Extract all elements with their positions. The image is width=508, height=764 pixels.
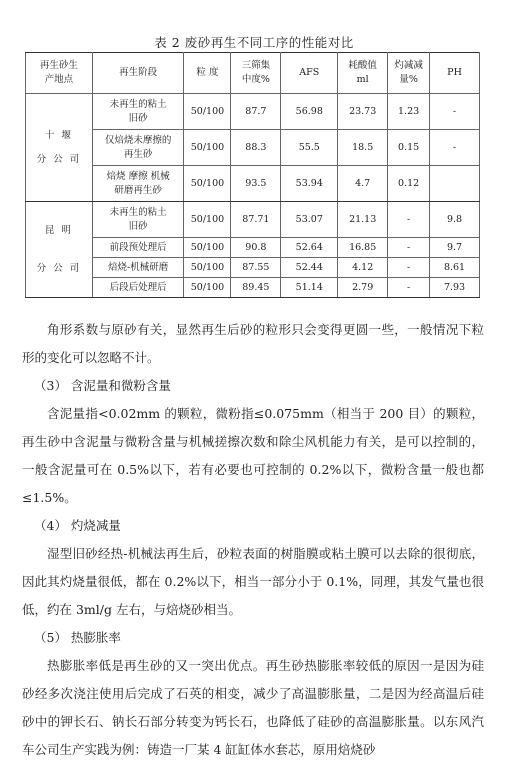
granularity-cell: 50/100 [184,278,231,298]
acid-cell: 18.5 [338,130,388,166]
granularity-cell: 50/100 [184,202,231,238]
acid-cell: 4.7 [338,166,388,202]
header-loi: 灼减减 量% [388,53,430,94]
header-sieve: 三筛集 中度% [231,53,281,94]
site-shiyan: 十 堰 分 公 司 [26,94,93,202]
header-acid: 耗酸值 ml [338,53,388,94]
table-row [26,130,480,166]
acid-cell: 16.85 [338,238,388,258]
site-kunming: 昆 明 分 公 司 [26,202,93,298]
paragraph-loss-on-ignition: 湿型旧砂经热-机械法再生后，砂粒表面的树脂膜或粘土膜可以去除的很彻底，因此其灼烧量很低，都在 0.2%以下，相当一部分小于 0.1%，同理，其发气量也很低，约在 3ml/g 左右，与焙烧砂相当。 [22,546,484,617]
stage-cell: 未再生的粘土 旧砂 [92,94,184,130]
stage-cell: 前段预处理后 [92,238,184,258]
acid-cell: 2.79 [338,278,388,298]
ph-cell [430,166,480,202]
loi-cell: 1.23 [388,94,430,130]
afs-cell: 56.98 [281,94,338,130]
table-row [26,238,480,258]
header-stage: 再生阶段 [92,53,184,94]
afs-cell: 53.94 [281,166,338,202]
granularity-cell: 50/100 [184,238,231,258]
section-heading-clay-content: （3） 含泥量和微粉含量 [34,378,171,393]
table-header-row [26,53,480,94]
paragraph-thermal-expansion: 热膨胀率低是再生砂的又一突出优点。再生砂热膨胀率较低的原因一是因为硅砂经多次浇注使用后完成了石英的相变，减少了高温膨胀量，二是因为经高温后硅砂中的钾长石、钠长石部分转变为钙长石，也降低了硅砂的高温膨胀量。以东风汽车公司生产实践为例：铸造一厂某 4 缸缸体水套芯，原用焙烧砂 [22,658,484,757]
sieve-cell: 87.71 [231,202,281,238]
paragraph-clay-content: 含泥量指<0.02mm 的颗粒，微粉指≤0.075mm（相当于 200 目）的颗粒，再生砂中含泥量与微粉含量与机械搓擦次数和除尘风机能力有关，是可以控制的，一般含泥量可在 0.5%以下，若有必要也可控制的 0.2%以下，微粉含量一般也都≤1.5%。 [22,406,484,505]
acid-cell: 23.73 [338,94,388,130]
sieve-cell: 93.5 [231,166,281,202]
afs-cell: 55.5 [281,130,338,166]
ph-cell: 7.93 [430,278,480,298]
sieve-cell: 90.8 [231,238,281,258]
stage-cell: 未再生的粘土 旧砂 [92,202,184,238]
section-heading-thermal-expansion: （5） 热膨胀率 [34,630,121,645]
table-row [26,202,480,238]
afs-cell: 51.14 [281,278,338,298]
granularity-cell: 50/100 [184,258,231,278]
paragraph-grain-shape: 角形系数与原砂有关，显然再生后砂的粒形只会变得更圆一些，一般情况下粒形的变化可以忽略不计。 [22,322,484,365]
stage-cell: 仅焙烧未摩擦的 再生砂 [92,130,184,166]
stage-cell: 焙烧 摩擦 机械 研磨再生砂 [92,166,184,202]
afs-cell: 52.44 [281,258,338,278]
loi-cell: - [388,278,430,298]
loi-cell: 0.12 [388,166,430,202]
ph-cell: 9.7 [430,238,480,258]
sieve-cell: 87.7 [231,94,281,130]
loi-cell: - [388,258,430,278]
table-row [26,94,480,130]
ph-cell: 9.8 [430,202,480,238]
granularity-cell: 50/100 [184,166,231,202]
stage-cell: 焙烧-机械研磨 [92,258,184,278]
afs-cell: 52.64 [281,238,338,258]
ph-cell: - [430,130,480,166]
afs-cell: 53.07 [281,202,338,238]
header-ph: PH [430,53,480,94]
performance-comparison-table [25,52,480,298]
loi-cell: 0.15 [388,130,430,166]
header-afs: AFS [281,53,338,94]
loi-cell: - [388,202,430,238]
stage-cell: 后段后处理后 [92,278,184,298]
granularity-cell: 50/100 [184,130,231,166]
table-caption: 表 2 废砂再生不同工序的性能对比 [154,35,354,50]
granularity-cell: 50/100 [184,94,231,130]
sieve-cell: 89.45 [231,278,281,298]
section-heading-loss-on-ignition: （4） 灼烧减量 [34,518,121,533]
acid-cell: 21.13 [338,202,388,238]
table-row [26,278,480,298]
ph-cell: - [430,94,480,130]
loi-cell: - [388,238,430,258]
ph-cell: 8.61 [430,258,480,278]
header-site: 再生砂生 产地点 [26,53,93,94]
sieve-cell: 87.55 [231,258,281,278]
table-row [26,258,480,278]
header-granularity: 粒 度 [184,53,231,94]
acid-cell: 4.12 [338,258,388,278]
sieve-cell: 88.3 [231,130,281,166]
table-row [26,166,480,202]
body-text [22,316,484,764]
